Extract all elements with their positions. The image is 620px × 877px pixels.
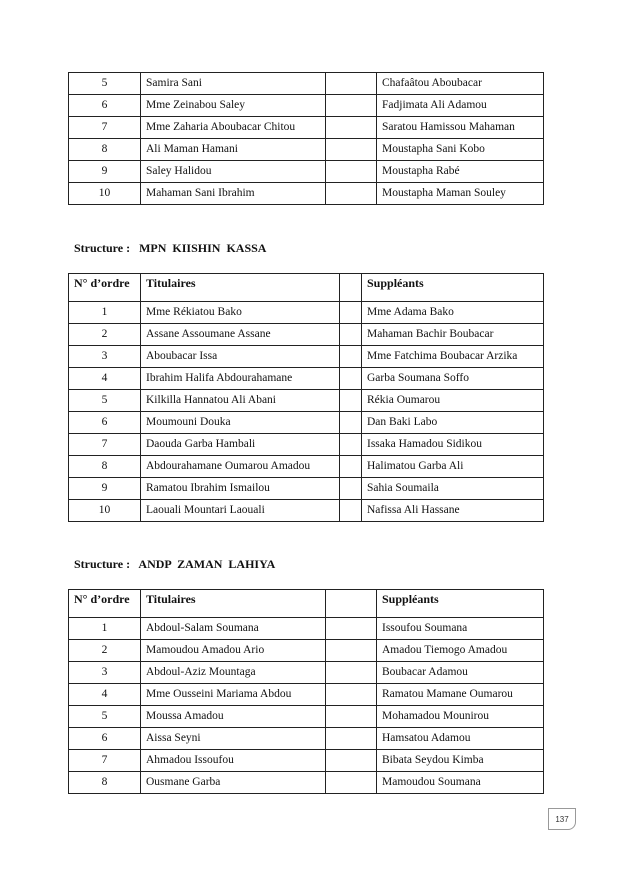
order-number: 3 [69,662,141,684]
suppleant-cell: Moustapha Rabé [377,161,544,183]
order-number: 9 [69,161,141,183]
titulaire-cell: Aissa Seyni [141,728,326,750]
empty-cell [340,368,362,390]
header-suppleants: Suppléants [362,274,544,302]
titulaire-cell: Assane Assoumane Assane [141,324,340,346]
titulaire-cell: Samira Sani [141,73,326,95]
empty-cell [326,161,377,183]
structure-heading: Structure : MPN KIISHIN KASSA [74,241,267,255]
suppleant-cell: Chafaâtou Aboubacar [377,73,544,95]
table-row [69,390,544,412]
order-number: 8 [69,139,141,161]
empty-cell [340,478,362,500]
suppleant-cell: Mamoudou Soumana [377,772,544,794]
table-body [69,590,544,794]
table-row [69,640,544,662]
table-row [69,478,544,500]
header-suppleants: Suppléants [377,590,544,618]
titulaire-cell: Saley Halidou [141,161,326,183]
titulaire-cell: Mme Zeinabou Saley [141,95,326,117]
header-order-number: N° d’ordre [69,590,141,618]
header-titulaires: Titulaires [141,274,340,302]
empty-cell [326,590,377,618]
order-number: 6 [69,412,141,434]
suppleant-cell: Halimatou Garba Ali [362,456,544,478]
suppleant-cell: Mme Fatchima Boubacar Arzika [362,346,544,368]
table-row [69,434,544,456]
table-row [69,346,544,368]
titulaire-cell: Ibrahim Halifa Abdourahamane [141,368,340,390]
order-number: 7 [69,117,141,139]
titulaire-cell: Ahmadou Issoufou [141,750,326,772]
suppleant-cell: Bibata Seydou Kimba [377,750,544,772]
empty-cell [326,183,377,205]
table-header-row [69,590,544,618]
empty-cell [326,73,377,95]
empty-cell [326,95,377,117]
order-number: 10 [69,183,141,205]
order-number: 5 [69,706,141,728]
titulaire-cell: Daouda Garba Hambali [141,434,340,456]
table-row [69,662,544,684]
empty-cell [326,684,377,706]
suppleant-cell: Nafissa Ali Hassane [362,500,544,522]
suppleant-cell: Moustapha Sani Kobo [377,139,544,161]
empty-cell [326,139,377,161]
titulaire-cell: Mahaman Sani Ibrahim [141,183,326,205]
table-row [69,117,544,139]
suppleant-cell: Mohamadou Mounirou [377,706,544,728]
suppleant-cell: Mme Adama Bako [362,302,544,324]
suppleant-cell: Amadou Tiemogo Amadou [377,640,544,662]
suppleant-cell: Issoufou Soumana [377,618,544,640]
order-number: 8 [69,456,141,478]
order-number: 1 [69,302,141,324]
header-titulaires: Titulaires [141,590,326,618]
empty-cell [340,434,362,456]
suppleant-cell: Boubacar Adamou [377,662,544,684]
titulaire-cell: Abdourahamane Oumarou Amadou [141,456,340,478]
titulaire-cell: Laouali Mountari Laouali [141,500,340,522]
empty-cell [326,662,377,684]
empty-cell [340,456,362,478]
page-number: 137 [548,808,576,830]
titulaire-cell: Mamoudou Amadou Ario [141,640,326,662]
titulaire-cell: Mme Ousseini Mariama Abdou [141,684,326,706]
titulaire-cell: Moumouni Douka [141,412,340,434]
empty-cell [340,500,362,522]
empty-cell [326,618,377,640]
structure-heading: Structure : ANDP ZAMAN LAHIYA [74,557,276,571]
table-continued [68,72,544,205]
titulaire-cell: Abdoul-Aziz Mountaga [141,662,326,684]
table-row [69,456,544,478]
table-row [69,139,544,161]
empty-cell [326,750,377,772]
table-row [69,161,544,183]
order-number: 1 [69,618,141,640]
table-row [69,750,544,772]
table-body [69,274,544,522]
suppleant-cell: Rékia Oumarou [362,390,544,412]
order-number: 7 [69,750,141,772]
table-row [69,500,544,522]
titulaire-cell: Ramatou Ibrahim Ismailou [141,478,340,500]
order-number: 4 [69,684,141,706]
table-row [69,183,544,205]
empty-cell [340,390,362,412]
table-row [69,684,544,706]
titulaire-cell: Ali Maman Hamani [141,139,326,161]
suppleant-cell: Dan Baki Labo [362,412,544,434]
order-number: 5 [69,73,141,95]
table-header-row [69,274,544,302]
order-number: 10 [69,500,141,522]
table-row [69,95,544,117]
order-number: 9 [69,478,141,500]
table-row [69,772,544,794]
table-row [69,706,544,728]
suppleant-cell: Garba Soumana Soffo [362,368,544,390]
table-row [69,368,544,390]
suppleant-cell: Issaka Hamadou Sidikou [362,434,544,456]
empty-cell [340,412,362,434]
table-body [69,73,544,205]
empty-cell [326,640,377,662]
header-order-number: N° d’ordre [69,274,141,302]
titulaire-cell: Kilkilla Hannatou Ali Abani [141,390,340,412]
empty-cell [340,302,362,324]
table-mpn-kiishin-kassa [68,273,544,522]
order-number: 7 [69,434,141,456]
titulaire-cell: Mme Zaharia Aboubacar Chitou [141,117,326,139]
order-number: 6 [69,95,141,117]
titulaire-cell: Ousmane Garba [141,772,326,794]
empty-cell [340,346,362,368]
table-row [69,412,544,434]
order-number: 8 [69,772,141,794]
order-number: 3 [69,346,141,368]
table-andp-zaman-lahiya [68,589,544,794]
empty-cell [340,274,362,302]
suppleant-cell: Saratou Hamissou Mahaman [377,117,544,139]
order-number: 2 [69,640,141,662]
table-row [69,73,544,95]
titulaire-cell: Abdoul-Salam Soumana [141,618,326,640]
empty-cell [326,772,377,794]
suppleant-cell: Fadjimata Ali Adamou [377,95,544,117]
table-row [69,302,544,324]
titulaire-cell: Aboubacar Issa [141,346,340,368]
empty-cell [326,706,377,728]
empty-cell [326,117,377,139]
suppleant-cell: Ramatou Mamane Oumarou [377,684,544,706]
order-number: 4 [69,368,141,390]
table-row [69,618,544,640]
titulaire-cell: Mme Rékiatou Bako [141,302,340,324]
suppleant-cell: Hamsatou Adamou [377,728,544,750]
suppleant-cell: Mahaman Bachir Boubacar [362,324,544,346]
table-row [69,728,544,750]
empty-cell [340,324,362,346]
suppleant-cell: Moustapha Maman Souley [377,183,544,205]
order-number: 6 [69,728,141,750]
order-number: 2 [69,324,141,346]
empty-cell [326,728,377,750]
titulaire-cell: Moussa Amadou [141,706,326,728]
suppleant-cell: Sahia Soumaila [362,478,544,500]
order-number: 5 [69,390,141,412]
table-row [69,324,544,346]
